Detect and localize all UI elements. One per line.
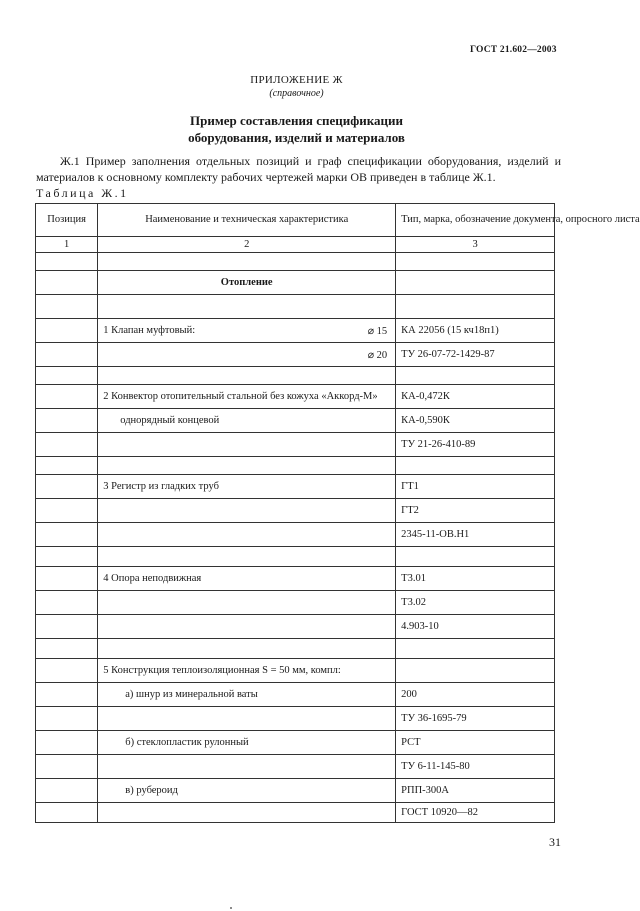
appendix-title: ПРИЛОЖЕНИЕ Ж	[250, 74, 343, 86]
item-type: ТУ 36-1695-79	[396, 707, 555, 731]
table-row	[36, 615, 555, 639]
table-row	[36, 567, 555, 591]
table-header-row	[36, 204, 555, 237]
item-name: 5 Конструкция теплоизоляционная S = 50 мм, компл:	[98, 659, 396, 683]
table-row	[36, 779, 555, 803]
item-type: ГТ2	[396, 499, 555, 523]
header-position: Позиция	[36, 204, 98, 237]
item-type: ТУ 6-11-145-80	[396, 755, 555, 779]
table-row	[36, 591, 555, 615]
item-type: ГТ1	[396, 475, 555, 499]
table-row	[36, 683, 555, 707]
column-number: 3	[396, 237, 555, 253]
table-row	[36, 367, 555, 385]
table-row	[36, 319, 555, 343]
section-title-line1: Пример составления спецификации	[190, 113, 403, 128]
item-type: РСТ	[396, 731, 555, 755]
table-row	[36, 385, 555, 409]
item-name: однорядный концевой	[98, 409, 396, 433]
intro-paragraph: Ж.1 Пример заполнения отдельных позиций и граф спецификации оборудования, изделий и материалов к основному комплекту рабочих чертежей марки ОВ приведен в таблице Ж.1.	[36, 154, 561, 184]
item-type: КА-0,590К	[396, 409, 555, 433]
item-name: 1 Клапан муфтовый:	[103, 325, 196, 336]
item-type: КА-0,472К	[396, 385, 555, 409]
table-row	[36, 731, 555, 755]
header-name: Наименование и техническая характеристика	[98, 204, 396, 237]
section-heading: Отопление	[98, 271, 396, 295]
table-row	[36, 295, 555, 319]
table-row	[36, 343, 555, 367]
item-type: КА 22056 (15 кч18п1)	[396, 319, 555, 343]
item-type: ТУ 26-07-72-1429-87	[396, 343, 555, 367]
table-row	[36, 409, 555, 433]
column-number-row	[36, 237, 555, 253]
column-number: 1	[36, 237, 98, 253]
table-row	[36, 457, 555, 475]
item-name: в) рубероид	[98, 779, 396, 803]
specification-table	[35, 203, 640, 823]
table-row	[36, 433, 555, 457]
diameter-value: ⌀ 15	[367, 325, 388, 337]
table-row	[36, 499, 555, 523]
item-name: 2 Конвектор отопительный стальной без кожуха «Аккорд-М»	[98, 385, 396, 409]
item-name: б) стеклопластик рулонный	[98, 731, 396, 755]
table-row	[36, 707, 555, 731]
item-type: ТУ 21-26-410-89	[396, 433, 555, 457]
item-name: 3 Регистр из гладких труб	[98, 475, 396, 499]
table-row	[36, 803, 555, 823]
item-type: РПП-300А	[396, 779, 555, 803]
item-type: 200	[396, 683, 555, 707]
appendix-kind: (справочное)	[269, 88, 324, 99]
section-title	[0, 112, 593, 146]
table-row	[36, 523, 555, 547]
table-row	[36, 659, 555, 683]
table-row	[36, 639, 555, 659]
section-row	[36, 271, 555, 295]
item-type: Т3.02	[396, 591, 555, 615]
table-row	[36, 755, 555, 779]
table-row	[36, 253, 555, 271]
item-name: 4 Опора неподвижная	[98, 567, 396, 591]
section-title-line2: оборудования, изделий и материалов	[188, 130, 405, 145]
item-type: 4.903-10	[396, 615, 555, 639]
header-type: Тип, марка, обозначение документа, опросного листа	[396, 204, 555, 237]
table-row	[36, 547, 555, 567]
document-code: ГОСТ 21.602—2003	[470, 45, 557, 55]
item-name: а) шнур из минеральной ваты	[98, 683, 396, 707]
column-number: 2	[98, 237, 396, 253]
page-number: 31	[549, 835, 561, 849]
table-caption: Таблица Ж.1	[36, 186, 129, 200]
item-type: Т3.01	[396, 567, 555, 591]
table-row	[36, 475, 555, 499]
scan-speck	[230, 907, 232, 909]
item-type: ГОСТ 10920—82	[396, 803, 555, 823]
item-type: 2345-11-ОВ.Н1	[396, 523, 555, 547]
diameter-value: ⌀ 20	[367, 349, 388, 361]
